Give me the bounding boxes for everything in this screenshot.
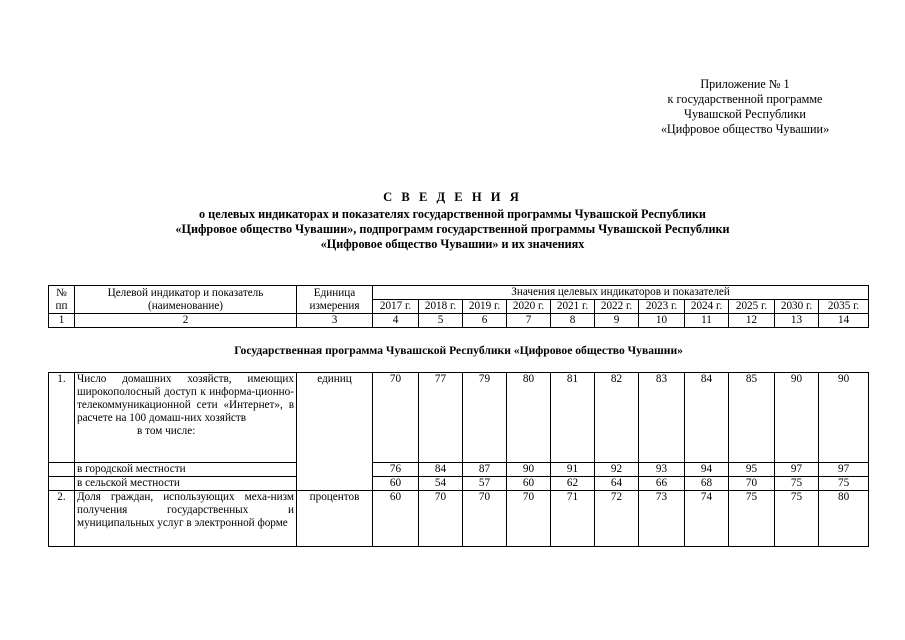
row-value: 72 — [595, 491, 639, 547]
row-value: 79 — [463, 373, 507, 463]
row-value: 70 — [507, 491, 551, 547]
row-number: 1. — [49, 373, 75, 463]
header-year: 2023 г. — [639, 300, 685, 314]
table-row — [49, 477, 869, 491]
row-unit — [297, 463, 373, 477]
heading-line-1: о целевых индикаторах и показателях государственной программы Чувашской Республики — [199, 207, 706, 221]
row-value: 97 — [819, 463, 869, 477]
row-value: 54 — [419, 477, 463, 491]
row-value: 76 — [373, 463, 419, 477]
row-value: 82 — [595, 373, 639, 463]
header-unit: Единица измерения — [297, 286, 373, 314]
column-number: 13 — [775, 314, 819, 328]
appendix-line-4: «Цифровое общество Чувашии» — [660, 122, 830, 136]
row-value: 75 — [819, 477, 869, 491]
row-value: 75 — [775, 491, 819, 547]
column-number: 5 — [419, 314, 463, 328]
row-unit — [297, 477, 373, 491]
row-value: 90 — [819, 373, 869, 463]
row-value: 64 — [595, 477, 639, 491]
header-year: 2019 г. — [463, 300, 507, 314]
row-value: 93 — [639, 463, 685, 477]
row-value: 91 — [551, 463, 595, 477]
heading-line-2: «Цифровое общество Чувашии», подпрограмм государственной программы Чувашской Республики — [175, 222, 730, 236]
row-value: 97 — [775, 463, 819, 477]
header-year: 2024 г. — [685, 300, 729, 314]
row-value: 87 — [463, 463, 507, 477]
section-title: Государственная программа Чувашской Республики «Цифровое общество Чувашии» — [49, 328, 869, 373]
row-value: 80 — [819, 491, 869, 547]
header-year: 2021 г. — [551, 300, 595, 314]
column-number: 2 — [75, 314, 297, 328]
header-year: 2022 г. — [595, 300, 639, 314]
column-number: 3 — [297, 314, 373, 328]
row-value: 71 — [551, 491, 595, 547]
row-indicator-name: в сельской местности — [75, 477, 297, 491]
column-number: 10 — [639, 314, 685, 328]
column-number: 1 — [49, 314, 75, 328]
column-number: 8 — [551, 314, 595, 328]
row-value: 92 — [595, 463, 639, 477]
row-indicator-name: в городской местности — [75, 463, 297, 477]
row-indicator-name — [75, 373, 297, 463]
row-value: 74 — [685, 491, 729, 547]
row-number — [49, 463, 75, 477]
appendix-line-3: Чувашской Республики — [684, 107, 806, 121]
row-value: 60 — [373, 477, 419, 491]
header-year: 2025 г. — [729, 300, 775, 314]
row-value: 90 — [507, 463, 551, 477]
column-number: 11 — [685, 314, 729, 328]
header-year: 2017 г. — [373, 300, 419, 314]
appendix-line-2: к государственной программе — [667, 92, 823, 106]
row-number: 2. — [49, 491, 75, 547]
row-value: 75 — [729, 491, 775, 547]
row-indicator-text: Число домашних хозяйств, имеющих широкополосный доступ к информа-ционно-телекоммуникационной сети «Интернет», в расчете на 100 домаш-них хозяйств — [77, 373, 294, 424]
row-value: 73 — [639, 491, 685, 547]
row-value: 60 — [373, 491, 419, 547]
row-value: 77 — [419, 373, 463, 463]
appendix-block — [600, 77, 890, 137]
row-value: 70 — [419, 491, 463, 547]
row-value: 70 — [373, 373, 419, 463]
table-row — [49, 491, 869, 547]
row-unit: единиц — [297, 373, 373, 463]
table-row — [49, 463, 869, 477]
column-numbers-row — [49, 314, 869, 328]
row-unit: процентов — [297, 491, 373, 547]
row-value: 80 — [507, 373, 551, 463]
table-row — [49, 373, 869, 463]
header-year: 2020 г. — [507, 300, 551, 314]
row-value: 60 — [507, 477, 551, 491]
row-value: 85 — [729, 373, 775, 463]
row-value: 81 — [551, 373, 595, 463]
column-number: 6 — [463, 314, 507, 328]
header-year: 2030 г. — [775, 300, 819, 314]
column-number: 9 — [595, 314, 639, 328]
header-values-group: Значения целевых индикаторов и показателей — [373, 286, 869, 300]
column-number: 14 — [819, 314, 869, 328]
document-heading — [0, 190, 905, 252]
row-value: 66 — [639, 477, 685, 491]
row-indicator-name: Доля граждан, использующих меха-низм получения государственных и муниципальных услуг в электронной форме — [75, 491, 297, 547]
row-value: 83 — [639, 373, 685, 463]
row-value: 70 — [463, 491, 507, 547]
row-value: 70 — [729, 477, 775, 491]
section-row — [49, 328, 869, 373]
header-indicator: Целевой индикатор и показатель (наименование) — [75, 286, 297, 314]
row-value: 94 — [685, 463, 729, 477]
row-number — [49, 477, 75, 491]
row-value: 68 — [685, 477, 729, 491]
column-number: 4 — [373, 314, 419, 328]
row-value: 95 — [729, 463, 775, 477]
row-value: 90 — [775, 373, 819, 463]
row-value: 57 — [463, 477, 507, 491]
row-value: 84 — [685, 373, 729, 463]
document-title: С В Е Д Е Н И Я — [383, 190, 522, 204]
column-number: 12 — [729, 314, 775, 328]
heading-line-3: «Цифровое общество Чувашии» и их значениях — [320, 237, 585, 251]
appendix-line-1: Приложение № 1 — [700, 77, 790, 91]
header-year: 2035 г. — [819, 300, 869, 314]
header-number: № пп — [49, 286, 75, 314]
column-number: 7 — [507, 314, 551, 328]
row-value: 75 — [775, 477, 819, 491]
header-year: 2018 г. — [419, 300, 463, 314]
indicators-table — [48, 285, 869, 547]
row-value: 62 — [551, 477, 595, 491]
row-indicator-subtext: в том числе: — [137, 425, 196, 437]
row-value: 84 — [419, 463, 463, 477]
